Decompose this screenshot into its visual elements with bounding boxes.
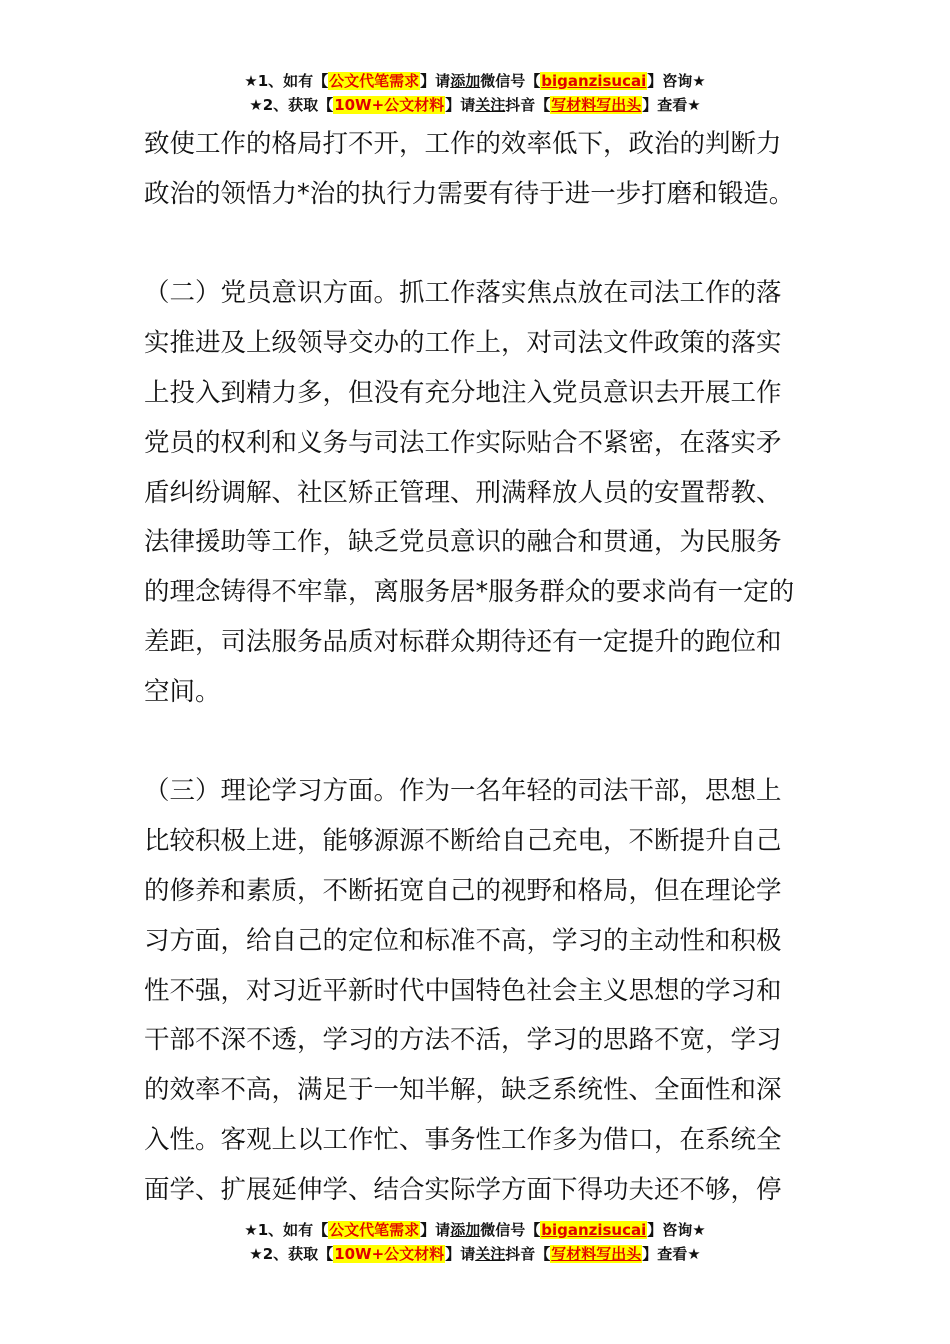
text: ★2、获取【 (249, 1245, 334, 1263)
text-line: 盾纠纷调解、社区矫正管理、刑满释放人员的安置帮教、 (144, 477, 782, 508)
text: 】咨询★ (647, 1221, 706, 1239)
text: 抖音【 (505, 1245, 551, 1263)
text-line: 性不强，对习近平新时代中国特色社会主义思想的学习和 (144, 975, 782, 1006)
wechat-id[interactable]: biganzisucai (541, 72, 647, 90)
banner-line-2 (0, 1242, 950, 1266)
banner-line-1 (0, 69, 950, 93)
text: 】请 (445, 96, 476, 114)
text: 】查看★ (642, 1245, 701, 1263)
underlined-text: 添加 (450, 72, 481, 90)
text-line: 入性。客观上以工作忙、事务性工作多为借口，在系统全 (144, 1124, 782, 1155)
text-line: （二）党员意识方面。抓工作落实焦点放在司法工作的落 (144, 278, 782, 309)
text: ★1、如有【 (244, 1221, 329, 1239)
text-line: 的理念铸得不牢靠，离服务居*服务群众的要求尚有一定的 (144, 577, 795, 608)
text: 微信号【 (480, 72, 541, 90)
highlight-materials: 10W+公文材料 (334, 96, 445, 114)
text-line: 比较积极上进，能够源源不断给自己充电，不断提升自己 (144, 826, 782, 857)
highlight-materials: 10W+公文材料 (334, 1245, 445, 1263)
text: 】咨询★ (647, 72, 706, 90)
footer-banner (0, 1218, 950, 1266)
text: 】请 (420, 72, 451, 90)
text-line: 习方面，给自己的定位和标准不高，学习的主动性和积极 (144, 925, 782, 956)
text: 抖音【 (505, 96, 551, 114)
underlined-text: 关注 (475, 96, 506, 114)
underlined-text: 添加 (450, 1221, 481, 1239)
text-line: 致使工作的格局打不开，工作的效率低下，政治的判断力 (144, 129, 782, 159)
text-line: 差距，司法服务品质对标群众期待还有一定提升的跑位和 (144, 626, 782, 657)
text: 】请 (445, 1245, 476, 1263)
text-line: 政治的领悟力*治的执行力需要有待于进一步打磨和锻造。 (144, 178, 795, 209)
text-line: 实推进及上级领导交办的工作上，对司法文件政策的落实 (144, 328, 782, 359)
text: 】查看★ (642, 96, 701, 114)
blank-line (144, 718, 824, 768)
banner-line-1 (0, 1218, 950, 1242)
text-line: 法律援助等工作，缺乏党员意识的融合和贯通，为民服务 (144, 527, 782, 558)
text-line: 面学、扩展延伸学、结合实际学方面下得功夫还不够，停 (144, 1174, 782, 1205)
highlight-service: 公文代笔需求 (329, 1221, 420, 1239)
underlined-text: 关注 (475, 1245, 506, 1263)
text-line: （三）理论学习方面。作为一名年轻的司法干部，思想上 (144, 776, 782, 807)
wechat-id[interactable]: biganzisucai (541, 1221, 647, 1239)
text: 微信号【 (480, 1221, 541, 1239)
text-line: 党员的权利和义务与司法工作实际贴合不紧密，在落实矛 (144, 427, 782, 458)
highlight-service: 公文代笔需求 (329, 72, 420, 90)
blank-line (144, 220, 824, 270)
douyin-account[interactable]: 写材料写出头 (551, 96, 642, 114)
text: 】请 (420, 1221, 451, 1239)
text-line: 干部不深不透，学习的方法不活，学习的思路不宽，学习 (144, 1025, 782, 1056)
header-banner (0, 69, 950, 117)
text-line: 的修养和素质，不断拓宽自己的视野和格局，但在理论学 (144, 875, 782, 906)
text: ★2、获取【 (249, 96, 334, 114)
text-line: 的效率不高，满足于一知半解，缺乏系统性、全面性和深 (144, 1075, 782, 1106)
banner-line-2 (0, 93, 950, 117)
text-line: 空间。 (144, 676, 221, 707)
text: ★1、如有【 (244, 72, 329, 90)
text-line: 上投入到精力多，但没有充分地注入党员意识去开展工作 (144, 377, 782, 408)
douyin-account[interactable]: 写材料写出头 (551, 1245, 642, 1263)
document-body (144, 120, 824, 1216)
